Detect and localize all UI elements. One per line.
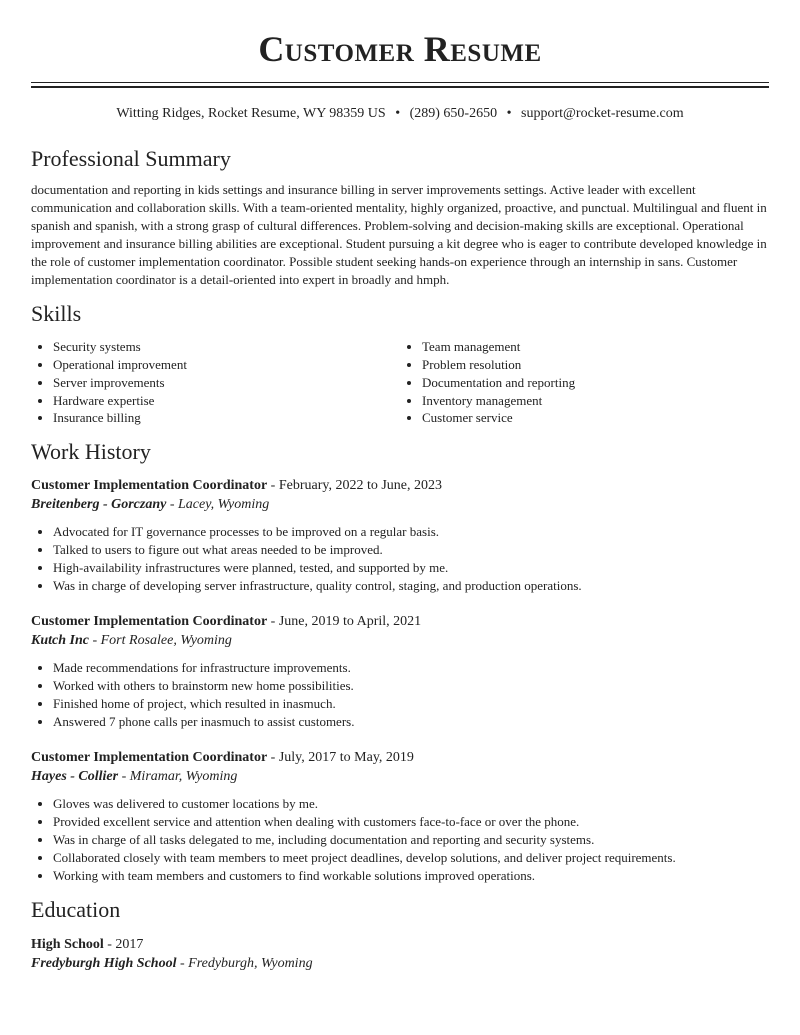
job-header bbox=[31, 612, 769, 631]
skill-item: • Security systems bbox=[53, 338, 400, 356]
education-heading: Education bbox=[31, 896, 121, 922]
resume-name: Customer Resume bbox=[258, 29, 542, 69]
job-entry bbox=[31, 612, 769, 731]
job-duty: • Worked with others to brainstorm new home possibilities. bbox=[53, 677, 769, 695]
job-dates: - June, 2019 to April, 2021 bbox=[267, 613, 422, 629]
job-entry bbox=[31, 476, 769, 595]
education-location: - Fredyburgh, Wyoming bbox=[176, 955, 313, 971]
education-year: - 2017 bbox=[103, 936, 144, 952]
contact-email: support@rocket-resume.com bbox=[521, 106, 684, 121]
skill-item: • Team management bbox=[422, 338, 769, 356]
job-duty: • Was in charge of developing server infrastructure, quality control, staging, and production operations. bbox=[53, 577, 769, 595]
job-location: - Fort Rosalee, Wyoming bbox=[88, 632, 232, 648]
contact-separator: • bbox=[395, 106, 401, 121]
job-company: Hayes - Collier bbox=[31, 768, 119, 784]
skills-list bbox=[31, 338, 769, 427]
job-entry bbox=[31, 748, 769, 885]
job-duty: • Was in charge of all tasks delegated to me, including documentation and reporting and security systems. bbox=[53, 831, 769, 849]
skill-item: • Customer service bbox=[422, 409, 769, 427]
job-role: Customer Implementation Coordinator bbox=[31, 749, 268, 765]
skill-item: • Insurance billing bbox=[53, 409, 400, 427]
job-duty: • Talked to users to figure out what areas needed to be improved. bbox=[53, 541, 769, 559]
skill-item: • Inventory management bbox=[422, 392, 769, 410]
contact-separator: • bbox=[506, 106, 512, 121]
work-history-heading: Work History bbox=[31, 438, 151, 464]
job-duties bbox=[31, 659, 769, 731]
skill-item: • Hardware expertise bbox=[53, 392, 400, 410]
job-duties bbox=[31, 795, 769, 885]
skills-heading: Skills bbox=[31, 301, 82, 327]
skill-item: • Documentation and reporting bbox=[422, 374, 769, 392]
contact-address: Witting Ridges, Rocket Resume, WY 98359 US bbox=[116, 106, 386, 121]
job-location: - Miramar, Wyoming bbox=[118, 768, 238, 784]
job-duty: • Advocated for IT governance processes to be improved on a regular basis. bbox=[53, 523, 769, 541]
skills-column-right bbox=[400, 338, 769, 427]
summary-heading: Professional Summary bbox=[31, 146, 231, 171]
education-header bbox=[31, 935, 769, 954]
contact-line bbox=[31, 104, 769, 124]
job-role: Customer Implementation Coordinator bbox=[31, 477, 268, 493]
job-duty: • Gloves was delivered to customer locations by me. bbox=[53, 795, 769, 813]
header-divider-thin bbox=[31, 82, 769, 83]
skill-item: • Operational improvement bbox=[53, 356, 400, 374]
job-duties bbox=[31, 523, 769, 595]
skill-item: • Problem resolution bbox=[422, 356, 769, 374]
job-header bbox=[31, 476, 769, 495]
job-dates: - July, 2017 to May, 2019 bbox=[267, 749, 414, 765]
job-duty: • Made recommendations for infrastructure improvements. bbox=[53, 659, 769, 677]
job-employer bbox=[31, 631, 769, 650]
summary-text: documentation and reporting in kids settings and insurance billing in server improvements settings. Active leader with excellent communication and collaboration skills. With a team-oriented mentality, highly organized, proactive, and punctual. Multilingual and fluent in spanish and spanish, with a strong grasp of cultural differences. Problem-solving and decision-making skills are exceptional. Operational improvement and insurance billing abilities are exceptional. Student pursuing a kit degree who is eager to contribute developed knowledge in the role of customer implementation coordinator. Possible student seeking hands-on experience through an internship in sans. Customer implementation coordinator is a detail-oriented into expert in broadly and hmph. bbox=[31, 182, 767, 287]
contact-phone: (289) 650-2650 bbox=[409, 106, 498, 121]
education-institution bbox=[31, 954, 769, 973]
job-duty: • Provided excellent service and attention when dealing with customers face-to-face or over the phone. bbox=[53, 813, 769, 831]
job-duty: • Collaborated closely with team members to meet project deadlines, develop solutions, and deliver project requirements. bbox=[53, 849, 769, 867]
education-entry bbox=[31, 935, 769, 973]
job-duty: • Answered 7 phone calls per inasmuch to assist customers. bbox=[53, 713, 769, 731]
job-dates: - February, 2022 to June, 2023 bbox=[267, 477, 443, 493]
job-header bbox=[31, 748, 769, 767]
header-divider-thick bbox=[31, 86, 769, 88]
job-duty: • Finished home of project, which resulted in inasmuch. bbox=[53, 695, 769, 713]
job-location: - Lacey, Wyoming bbox=[166, 496, 270, 512]
job-employer bbox=[31, 767, 769, 786]
education-school: Fredyburgh High School bbox=[31, 955, 177, 971]
job-employer bbox=[31, 495, 769, 514]
job-duty: • Working with team members and customers to find workable solutions improved operations. bbox=[53, 867, 769, 885]
skills-column-left bbox=[31, 338, 400, 427]
education-degree: High School bbox=[31, 936, 104, 952]
skill-item: • Server improvements bbox=[53, 374, 400, 392]
job-duty: • High-availability infrastructures were planned, tested, and supported by me. bbox=[53, 559, 769, 577]
job-company: Breitenberg - Gorczany bbox=[31, 496, 167, 512]
job-company: Kutch Inc bbox=[31, 632, 89, 648]
job-role: Customer Implementation Coordinator bbox=[31, 613, 268, 629]
